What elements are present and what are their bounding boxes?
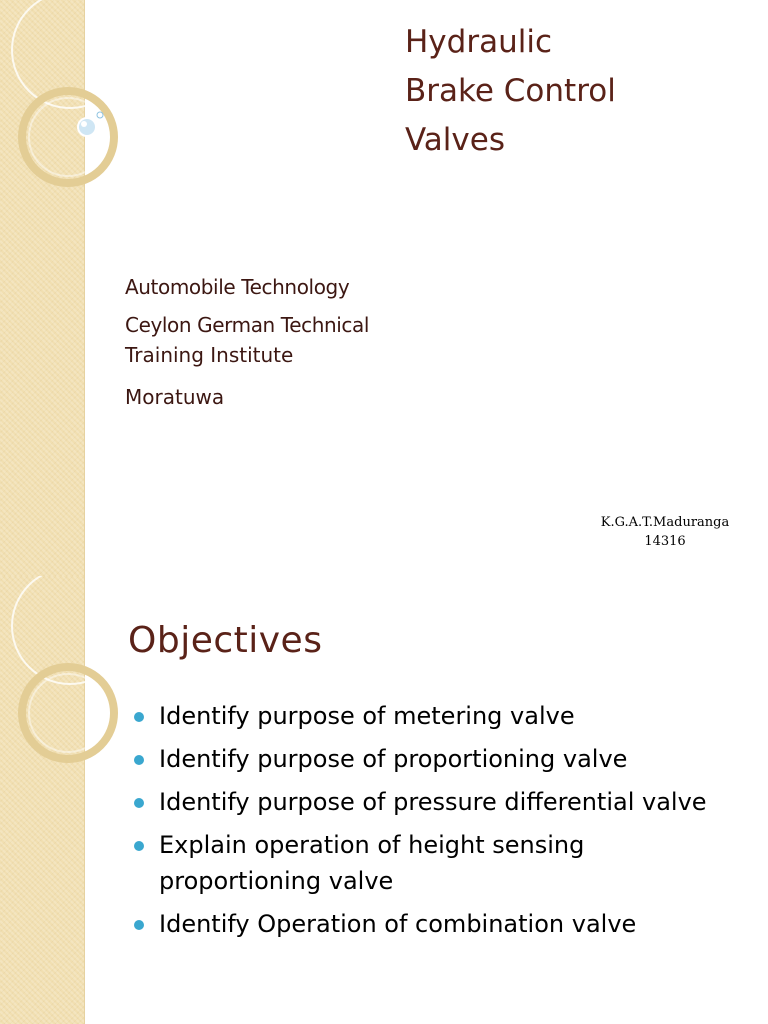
subtitle-line: Ceylon German Technical: [125, 313, 370, 337]
list-item: [134, 698, 754, 734]
list-item-text: Explain operation of height sensing proportioning valve: [159, 831, 585, 895]
objectives-list: [134, 698, 754, 949]
title-line: Brake Control: [405, 73, 616, 109]
list-item: [134, 906, 754, 942]
subtitle-line: Training Institute: [125, 343, 294, 367]
objectives-slide: [0, 576, 768, 1024]
decorative-rings-graphic: [0, 0, 130, 576]
list-item: [134, 827, 754, 899]
author-block: [580, 513, 750, 551]
bullet-icon: [134, 755, 144, 765]
subtitle-line: Automobile Technology: [125, 275, 350, 299]
bullet-icon: [134, 841, 144, 851]
title-line: Hydraulic: [405, 24, 552, 60]
list-item-text: Identify purpose of pressure differential valve: [159, 788, 707, 816]
list-item: [134, 741, 754, 777]
author-id: 14316: [644, 534, 686, 549]
author-name: K.G.A.T.Maduranga: [600, 515, 730, 530]
list-item-text: Identify purpose of metering valve: [159, 702, 575, 730]
decorative-side-band: [0, 0, 85, 576]
bullet-icon: [134, 920, 144, 930]
title-line: Valves: [405, 122, 505, 158]
list-item-text: Identify purpose of proportioning valve: [159, 745, 628, 773]
presentation-title: [405, 18, 745, 165]
bullet-icon: [134, 712, 144, 722]
decorative-side-band: [0, 576, 85, 1024]
list-item: [134, 784, 754, 820]
bullet-icon: [134, 798, 144, 808]
institution-block: [125, 270, 445, 414]
subtitle-line: Moratuwa: [125, 385, 225, 409]
decorative-rings-graphic: [0, 576, 130, 1024]
list-item-text: Identify Operation of combination valve: [159, 910, 637, 938]
slide-heading: Objectives: [128, 620, 323, 661]
